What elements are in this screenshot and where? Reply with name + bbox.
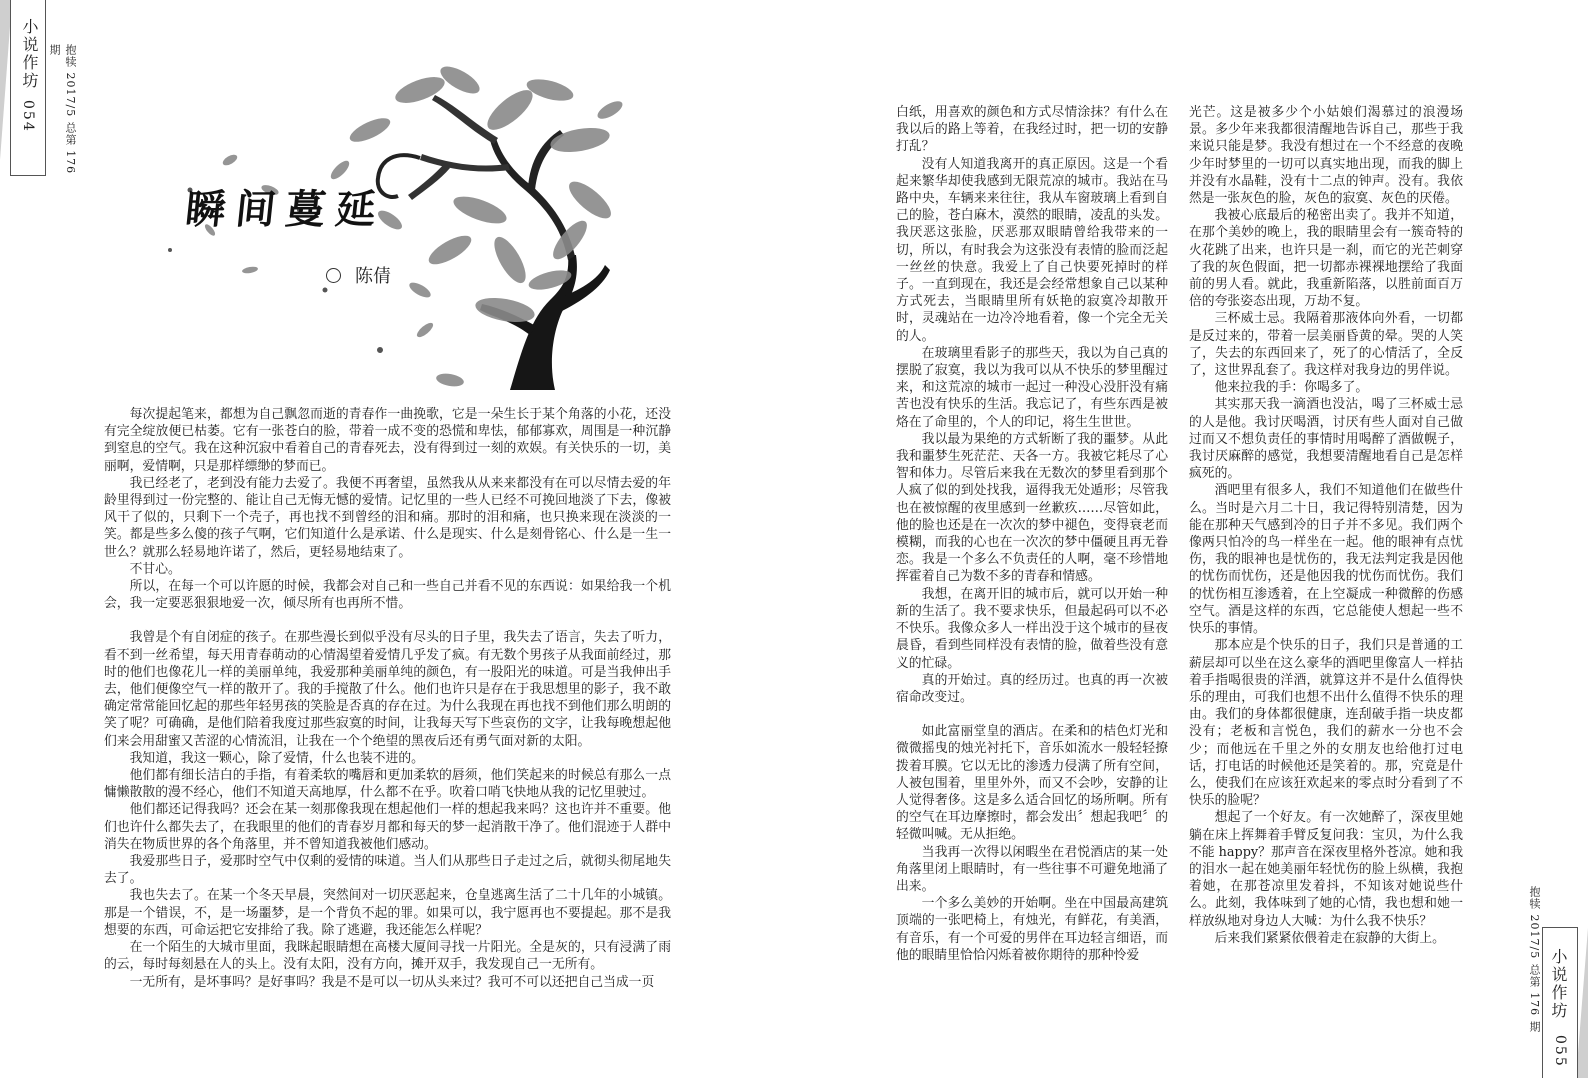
paragraph: 我也失去了。在某一个冬天早晨，突然间对一切厌恶起来，仓皇逃离生活了二十几年的小城镇。那是一个错误，不，是一场噩梦，是一个背负不起的罪。如果可以，我宁愿再也不要提起。那不是我想要的东西，可命运把它安排给了我。除了逃避，我还能怎么样呢？: [104, 888, 671, 938]
paragraph: 真的开始过。真的经历过。也真的再一次被宿命改变过。: [896, 672, 1168, 705]
paragraph: 在一个陌生的大城市里面，我眯起眼睛想在高楼大厦间寻找一片阳光。全是灰的，只有浸满了雨的云，每时每刻悬在人的头上。没有太阳，没有方向，摊开双手，我发现自己一无所有。: [104, 940, 671, 973]
paragraph: 一个多么美妙的开始啊。坐在中国最高建筑顶端的一张吧椅上，有烛光，有鲜花，有美酒，有音乐，有一个可爱的男伴在耳边轻言细语，而他的眼睛里恰恰闪烁着被你期待的那种怜爱: [896, 896, 1168, 963]
paragraph: 我想，在离开旧的城市后，就可以开始一种新的生活了。我不要求快乐，但最起码可以不必不快乐。我像众多人一样出没于这个城市的昼夜晨昏，看到些同样没有表情的脸，做着些没有意义的忙碌。: [896, 586, 1168, 671]
section-tab-left: [0, 0, 77, 175]
paragraph: 我曾是个有自闭症的孩子。在那些漫长到似乎没有尽头的日子里，我失去了语言，失去了听力，看不到一丝希望，每天用青春萌动的心情渴望着爱情几乎发了疯。有无数个男孩子从我面前经过，那时的他们也像花儿一样的美丽单纯，我爱那种美丽单纯的颜色，有一股阳光的味道。可是当我伸出手去，他们便像空气一样的散开了。我的手搅散了什么。他们也许只是存在于我思想里的影子，我不敢确定常常能回忆起的那些年轻男孩的笑脸是否真的存在过。为什么我现在再也找不到他们那么明朗的笑了呢？可确确，是他们陪着我度过那些寂寞的时间，让我每天写下些哀伤的文字，让我每晚想起他们来会用甜蜜又苦涩的心情流泪，让我在一个个绝望的黑夜后还有勇气面对新的太阳。: [104, 630, 671, 749]
paragraph: 我以最为果绝的方式斩断了我的噩梦。从此我和噩梦生死茫茫、天各一方。我被它耗尽了心智和体力。尽管后来我在无数次的梦里看到那个人疯了似的到处找我，逼得我无处遁形；尽管我也在被惊醒的夜里感到一丝歉疚……尽管如此，他的脸也还是在一次次的梦中褪色，变得衰老而模糊，而我的心也在一次次的梦中僵硬且再无眷恋。我是一个多么不负责任的人啊，毫不珍惜地挥霍着自己为数不多的青春和情感。: [896, 431, 1168, 585]
paragraph: 想起了一个好友。有一次她醉了，深夜里她躺在床上挥舞着手臂反复问我：宝贝，为什么我不能 happy？那声音在深夜里格外苍凉。她和我的泪水一起在她美丽年轻忧伤的脸上纵横，我抱着她，在那苍凉里发着抖，不知该对她说些什么。此刻，我体味到了她的心情，我也想和她一样放纵地对身边人大喊：为什么我不快乐？: [1189, 810, 1463, 929]
article-title: 瞬间蔓延: [183, 186, 389, 233]
paragraph: 没有人知道我离开的真正原因。这是一个看起来繁华却使我感到无限荒凉的城市。我站在马路中央，车辆来来往往，我从车窗玻璃上看到自己的脸，苍白麻木，漠然的眼睛，凌乱的头发。我厌恶这张脸，厌恶那双眼睛曾给我带来的一切，所以，有时我会为这张没有表情的脸而泛起一丝丝的快意。我爱上了自己快要死掉时的样子。一直到现在，我还是会经常想象自己以某种方式死去，当眼睛里所有妖艳的寂寞冷却散开时，灵魂站在一边冷冷地看着，像一个完全无关的人。: [896, 156, 1168, 344]
paragraph: 我爱那些日子，爱那时空气中仅剩的爱情的味道。当人们从那些日子走过之后，就彻头彻尾地失去了。: [104, 854, 671, 887]
paragraph: 每次提起笔来，都想为自己飘忽而逝的青春作一曲挽歌，它是一朵生长于某个角落的小花，还没有完全绽放便已枯萎。它有一张苍白的脸，带着一成不变的恐慌和卑怯，郁郁寡欢，周围是一种沉静到窒息的空气。我在这种沉寂中看着自己的青春死去，没有得到过一刻的欢娱。有关快乐的一切，美丽啊，爱情啊，只是那样缥缈的梦而已。: [104, 407, 671, 474]
author-line: [326, 262, 391, 288]
section-name: 小说作坊: [1549, 948, 1568, 1020]
paragraph: 所以，在每一个可以许愿的时候，我都会对自己和一些自己并看不见的东西说：如果给我一个机会，我一定要恶狠狠地爱一次，倾尽所有也再所不惜。: [104, 579, 671, 612]
paragraph: 他来拉我的手：你喝多了。: [1214, 380, 1369, 396]
section-tab-right: [1518, 878, 1588, 1078]
paragraph: 那本应是个快乐的日子，我们只是普通的工薪层却可以坐在这么豪华的酒吧里像富人一样拈着手指喝很贵的洋酒，就算这并不是什么值得快乐的理由，可我们也想不出什么值得不快乐的理由。我们的身体都很健康，连刮破手指一块皮都没有；老板和言悦色，我们的薪水一分也不会少；而他远在千里之外的女朋友也给他打过电话，打电话的时候他还是笑着的。那，究竟是什么，使我们在应该狂欢起来的零点时分看到了不快乐的脸呢？: [1189, 638, 1463, 809]
issue-info: 抱犊 2017/5 总第 176 期: [48, 44, 77, 175]
paragraph: 光芒。这是被多少个小姑娘们渴慕过的浪漫场景。多少年来我都很清醒地告诉自己，那些于我来说只能是梦。我没有想过在一个不经意的夜晚少年时梦里的一切可以真实地出现，而我的脚上并没有水晶鞋，没有十二点的钟声。没有。我依然是一张灰色的脸，灰色的寂寞、灰色的厌倦。: [1189, 105, 1463, 207]
paragraph: 三杯威士忌。我隔着那液体向外看，一切都是反过来的，带着一层美丽昏黄的晕。哭的人笑了，失去的东西回来了，死了的心情活了，全反了，这世界乱套了。我这样对我身边的男伴说。: [1189, 311, 1463, 379]
page-number: 055: [1552, 1035, 1568, 1068]
issue-info: 抱犊 2017/5 总第 176 期: [1528, 886, 1541, 1033]
section-name: 小说作坊: [20, 18, 39, 90]
body-column-right-1: [896, 104, 1168, 964]
paragraph: 后来我们紧紧依偎着走在寂静的大街上。: [1214, 930, 1445, 946]
paragraph: 酒吧里有很多人，我们不知道他们在做些什么。当时是六月二十日，我记得特别清楚，因为能在那种天气感到冷的日子并不多见。我们两个像两只怕冷的鸟一样坐在一起。他的眼神有点忧伤，我的眼神也是忧伤的，我无法判定我是因他的忧伤而忧伤，还是他因我的忧伤而忧伤。我们的忧伤相互渗透着，在上空凝成一种微醉的伤感空气。酒是这样的东西，它总能使人想起一些不快乐的事情。: [1189, 483, 1463, 637]
paragraph: 白纸，用喜欢的颜色和方式尽情涂抹？有什么在我以后的路上等着，在我经过时，把一切的安静打乱？: [896, 105, 1168, 155]
paragraph: 如此富丽堂皇的酒店。在柔和的桔色灯光和微微摇曳的烛光衬托下，音乐如流水一般轻轻撩拨着耳膜。它以无比的渗透力侵满了所有空间，人被包围着，里里外外，而又不会吵，安静的让人觉得奢侈。这是多么适合回忆的场所啊。所有的空气在耳边摩擦时，都会发出〞想起我吧〞的轻微叫喊。无从拒绝。: [896, 724, 1168, 843]
paragraph: 我知道，我这一颗心，除了爱情，什么也装不进的。: [129, 750, 424, 766]
page-number: 054: [20, 100, 36, 133]
paragraph: 当我再一次得以闲暇坐在君悦酒店的某一处角落里闭上眼睛时，有一些往事不可避免地涌了出来。: [896, 844, 1168, 894]
paragraph: 在玻璃里看影子的那些天，我以为自己真的摆脱了寂寞，我以为我可以从不快乐的梦里醒过来，和这荒凉的城市一起过一种没心没肝没有痛苦也没有快乐的生活。我忘记了，有些东西是被烙在了命里的，个人的印记，将生生世世。: [896, 345, 1168, 430]
paragraph: 我已经老了，老到没有能力去爱了。我便不再奢望，虽然我从从来来都没有在可以尽情去爱的年龄里得到过一份完整的、能让自己无悔无憾的爱情。记忆里的一些人已经不可挽回地淡了下去，像被风干了似的，只剩下一个壳子，再也找不到曾经的泪和痛。那时的泪和痛，也只换来现在淡淡的一笑。都是些多么傻的孩子气啊，它们知道什么是承诺、什么是现实、什么是刻骨铭心、什么是一生一世么？就那么轻易地许诺了，然后，更轻易地结束了。: [104, 475, 671, 560]
paragraph: 不甘心。: [129, 561, 181, 577]
paragraph: 其实那天我一滴酒也没沾，喝了三杯威士忌的人是他。我讨厌喝酒，讨厌有些人面对自己做过而又不想负责任的事情时用喝醉了酒做幌子，我讨厌麻醉的感觉，我想要清醒地看自己是怎样疯死的。: [1189, 397, 1463, 482]
paragraph: 他们都有细长洁白的手指，有着柔软的嘴唇和更加柔软的唇须，他们笑起来的时候总有那么一点慵懒散散的漫不经心，他们不知道天高地厚，什么都不在乎。吹着口哨飞快地从我的记忆里驶过。: [104, 768, 671, 801]
author-name: 陈倩: [355, 266, 391, 287]
paragraph: 一无所有，是坏事吗？是好事吗？我是不是可以一切从头来过？我可不可以还把自己当成一页: [129, 974, 655, 990]
paragraph: 他们都还记得我吗？还会在某一刻那像我现在想起他们一样的想起我来吗？这也许并不重要。他们也许什么都失去了，在我眼里的他们的青春岁月都和每天的梦一起消散干净了。他们混迹于人群中消失在物质世界的各个角落里，并不曾知道我被他们感动。: [104, 802, 671, 852]
body-column-left: [104, 406, 671, 991]
circle-bullet-icon: [326, 268, 341, 283]
body-column-right-2: [1189, 104, 1463, 947]
paragraph: 我被心底最后的秘密出卖了。我并不知道，在那个美妙的晚上，我的眼睛里会有一簇奇特的火花跳了出来，也许只是一刹，而它的光芒刺穿了我的灰色假面，把一切都赤裸裸地摆给了我面前的男人看。就此，我重新陷落，以胜前面百万倍的夸张姿态出现，万劫不复。: [1189, 208, 1463, 310]
